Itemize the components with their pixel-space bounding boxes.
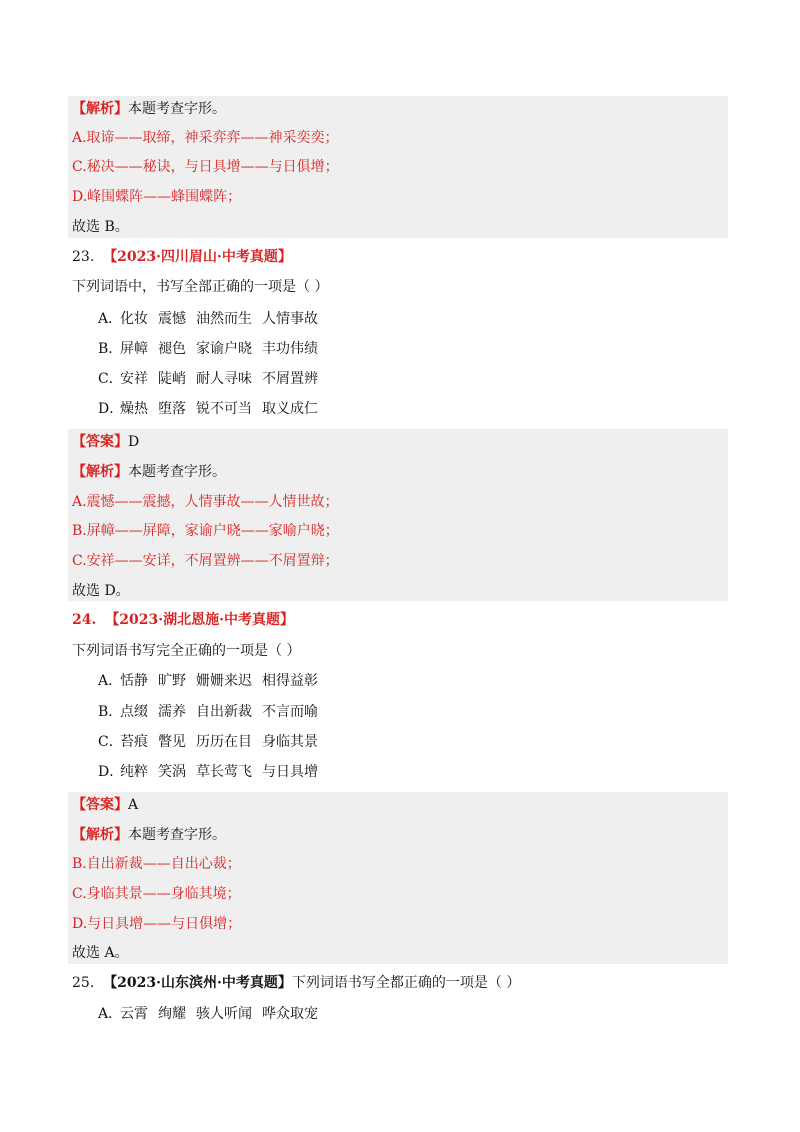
- analysis-conclusion: 故选 B。: [72, 219, 129, 235]
- analysis-line: C.安祥——安详，不屑置辨——不屑置辩；: [72, 553, 339, 569]
- analysis-line: A.震憾——震撼，人情事故——人情世故；: [72, 494, 339, 510]
- analysis-line: 【解析】本题考查字形。: [72, 101, 226, 117]
- option-d: D．纯粹 笑涡 草长莺飞 与日具增: [98, 764, 318, 780]
- question-header-23: 23. 【2023·四川眉山·中考真题】: [72, 249, 292, 265]
- analysis-conclusion: 故选 A。: [72, 945, 129, 961]
- option-a: A．恬静 旷野 姗姗来迟 相得益彰: [98, 673, 318, 689]
- analysis-line: D.峰围蝶阵——蜂围蝶阵；: [72, 189, 242, 205]
- option-b: B．点缀 濡养 自出新裁 不言而喻: [98, 704, 318, 720]
- question-header-24: 24. 【2023·湖北恩施·中考真题】: [72, 612, 294, 628]
- analysis-line: C.秘决——秘诀，与日具增——与日俱增；: [72, 159, 339, 175]
- option-a: A．云霄 绚耀 骇人听闻 哗众取宠: [98, 1006, 318, 1022]
- option-b: B．屏幛 褪色 家谕户晓 丰功伟绩: [98, 341, 318, 357]
- analysis-line: 【解析】本题考查字形。: [72, 464, 226, 480]
- analysis-line: D.与日具增——与日俱增；: [72, 916, 242, 932]
- analysis-conclusion: 故选 D。: [72, 583, 130, 599]
- analysis-line: B.自出新裁——自出心裁；: [72, 856, 241, 872]
- answer-line-24: 【答案】A: [72, 797, 139, 813]
- option-c: C．苔痕 瞥见 历历在目 身临其景: [98, 734, 318, 750]
- question-stem-23: 下列词语中，书写全部正确的一项是（ ）: [72, 279, 329, 295]
- option-d: D．燥热 堕落 锐不可当 取义成仁: [98, 401, 318, 417]
- answer-line-23: 【答案】D: [72, 434, 140, 450]
- analysis-line: B.屏幛——屏障，家谕户晓——家喻户晓；: [72, 523, 339, 539]
- answer-block-23: [68, 429, 728, 601]
- option-a: A．化妆 震憾 油然而生 人情事故: [98, 311, 318, 327]
- question-stem-24: 下列词语书写完全正确的一项是（ ）: [72, 643, 301, 659]
- analysis-line: A.取谛——取缔，神采弈弈——神采奕奕；: [72, 130, 339, 146]
- analysis-line: C.身临其景——身临其境；: [72, 886, 241, 902]
- question-header-25: 25. 【2023·山东滨州·中考真题】下列词语书写全都正确的一项是（ ）: [72, 975, 521, 991]
- analysis-line: 【解析】本题考查字形。: [72, 827, 226, 843]
- answer-block-24: [68, 792, 728, 964]
- option-c: C．安祥 陡峭 耐人寻味 不屑置辨: [98, 371, 318, 387]
